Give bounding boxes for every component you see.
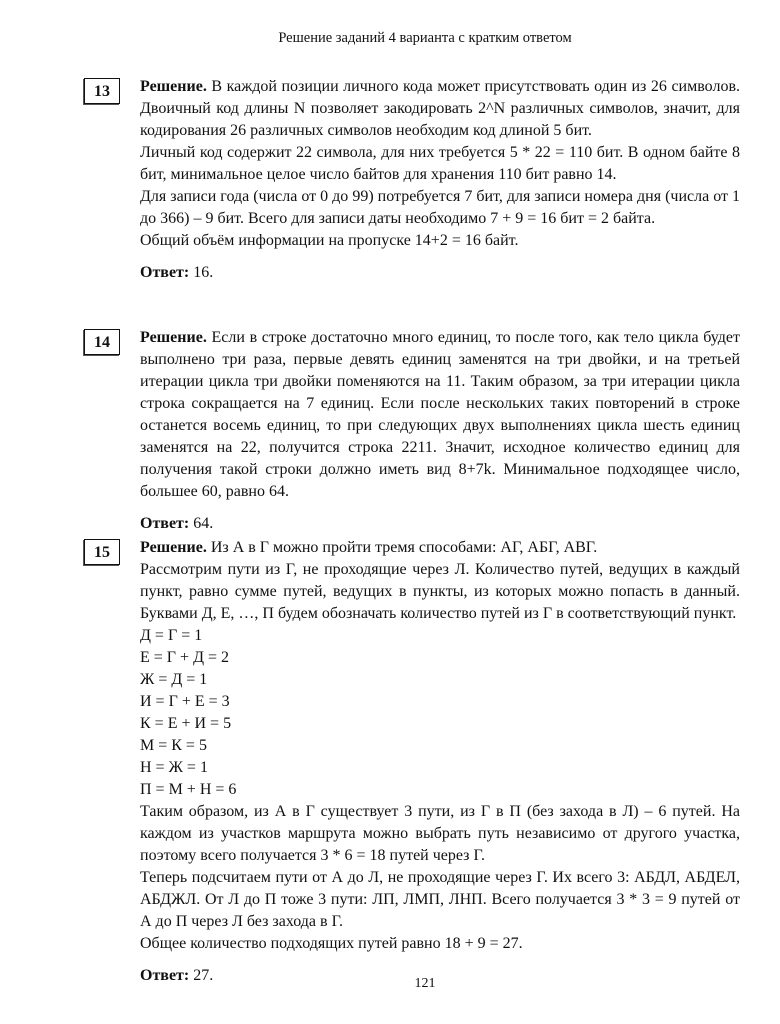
task-number-box: 14 <box>84 329 120 355</box>
solution-label: Решение. <box>140 78 207 95</box>
answer-label: Ответ: <box>140 264 190 281</box>
answer-label: Ответ: <box>140 967 190 984</box>
task-number-box: 13 <box>84 78 120 104</box>
solution-label: Решение. <box>140 329 207 346</box>
solution-text: В каждой позиции личного кода может присутствовать один из 26 символов. Двоичный код длины N позволяет закодировать 2^N различных символов, значит, для кодирования 26 различных символов необходим код длиной 5 бит. <box>140 78 740 139</box>
solution-paragraph: Общее количество подходящих путей равно 18 + 9 = 27. <box>140 935 523 952</box>
equation: П = М + Н = 6 <box>140 781 237 798</box>
solution-paragraph <box>140 327 740 503</box>
answer-label: Ответ: <box>140 515 190 532</box>
answer-value: 16. <box>189 264 214 281</box>
equation: Е = Г + Д = 2 <box>140 649 230 666</box>
task-solution <box>140 537 740 987</box>
solution-paragraph: Таким образом, из А в Г существует 3 пути, из Г в П (без захода в Л) – 6 путей. На каждом из участков маршрута можно выбрать путь независимо от другого участка, поэтому всего получается 3 * 6 = 18 путей через Г. <box>140 803 740 864</box>
equation: Д = Г = 1 <box>140 627 203 644</box>
page-number: 121 <box>414 976 436 991</box>
equation: М = К = 5 <box>140 737 207 754</box>
page-header: Решение заданий 4 варианта с кратким ответом <box>278 30 572 46</box>
equation: Ж = Д = 1 <box>140 671 208 688</box>
solution-text: Если в строке достаточно много единиц, то после того, как тело цикла будет выполнено три раза, первые девять единиц заменятся на три двойки, и на третьей итерации цикла три двойки поменяются на 11. Таким образом, за три итерации цикла строка сокращается на 7 единиц. Если после нескольких таких повторений в строке останется восемь единиц, то при следующих двух выполнениях цикла шесть единиц заменятся на 22, получится строка 2211. Значит, исходное количество единиц для получения такой строки должно иметь вид 8+7k. Минимальное подходящее число, большее 60, равно 64. <box>140 329 740 500</box>
solution-paragraph: Теперь подсчитаем пути от А до Л, не проходящие через Г. Их всего 3: АБДЛ, АБДЕЛ, АБДЖЛ. От Л до П тоже 3 пути: ЛП, ЛМП, ЛНП. Всего получается 3 * 3 = 9 путей от А до П через Л без захода в Г. <box>140 869 740 930</box>
answer-value: 64. <box>189 515 214 532</box>
equation: К = Е + И = 5 <box>140 715 232 732</box>
solution-text: Из А в Г можно пройти тремя способами: АГ, АБГ, АВГ. <box>206 539 598 556</box>
answer-value: 27. <box>189 967 214 984</box>
answer-line <box>140 513 740 535</box>
task-number-box: 15 <box>84 539 120 565</box>
equation: Н = Ж = 1 <box>140 759 208 776</box>
answer-line <box>140 262 740 284</box>
solution-label: Решение. <box>140 539 207 556</box>
solution-paragraph: Личный код содержит 22 символа, для них требуется 5 * 22 = 110 бит. В одном байте 8 бит, минимальное целое число байтов для хранения 110 бит равно 14. <box>140 144 740 183</box>
solution-paragraph: Общий объём информации на пропуске 14+2 = 16 байт. <box>140 232 519 249</box>
task-solution <box>140 76 740 284</box>
task-solution <box>140 327 740 535</box>
equation: И = Г + Е = 3 <box>140 693 230 710</box>
solution-paragraph <box>140 76 740 142</box>
solution-paragraph: Рассмотрим пути из Г, не проходящие через Л. Количество путей, ведущих в каждый пункт, равно сумме путей, ведущих в пункты, из которых можно попасть в данный. Буквами Д, Е, …, П будем обозначать количество путей из Г в соответствующий пункт. <box>140 561 740 622</box>
solution-paragraph <box>140 537 740 559</box>
solution-paragraph: Для записи года (числа от 0 до 99) потребуется 7 бит, для записи номера дня (числа от 1 до 366) – 9 бит. Всего для записи даты необходимо 7 + 9 = 16 бит = 2 байта. <box>140 188 740 227</box>
